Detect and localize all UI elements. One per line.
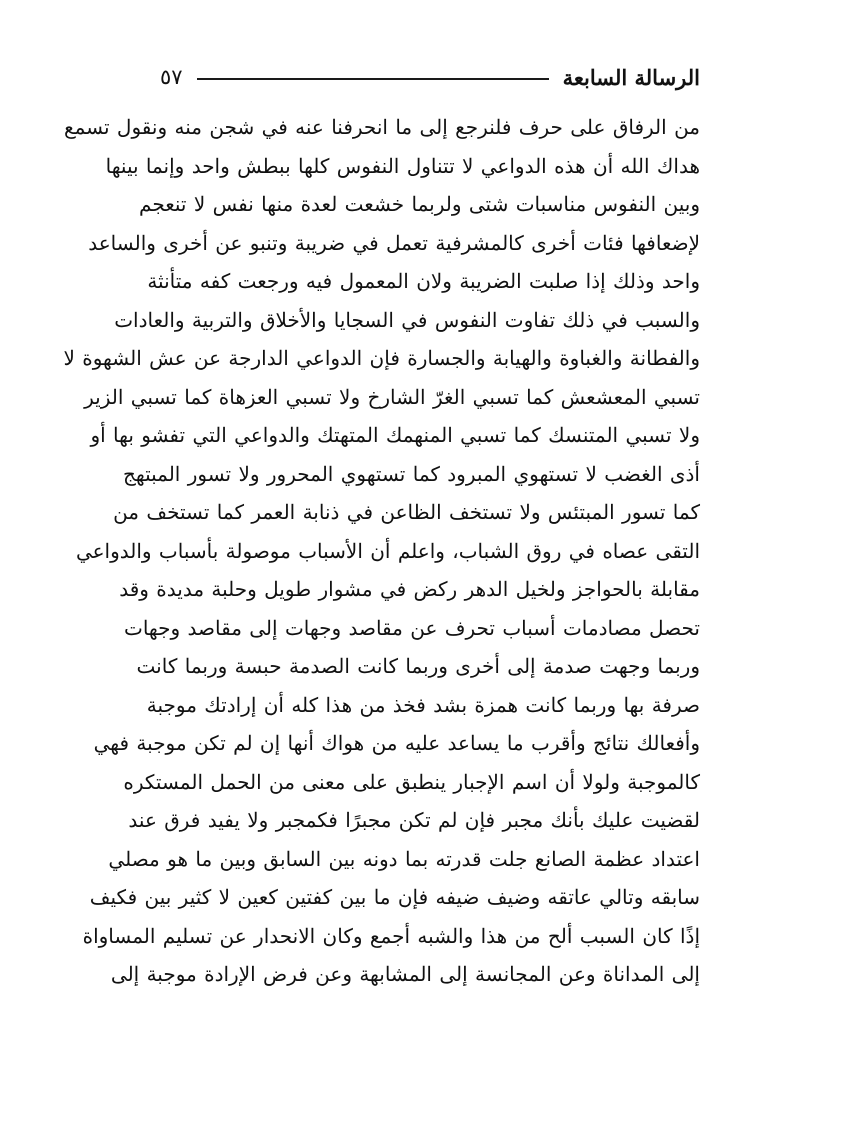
- text-line: إذًا كان السبب ألح من هذا والشبه أجمع وكان الانحدار عن تسليم المساواة: [82, 923, 700, 948]
- book-page: [63, 60, 700, 994]
- header-rule: [197, 78, 549, 80]
- text-line: تحصل مصادمات أسباب تحرف عن مقاصد وجهات إلى مقاصد وجهات: [123, 615, 700, 640]
- running-header: [160, 60, 700, 94]
- page-number: ٥٧: [160, 65, 183, 89]
- body-text: [63, 108, 700, 994]
- text-line: تسبي المعشعش كما تسبي الغرّ الشارخ ولا تسبي العزهاة كما تسبي الزير: [84, 384, 700, 409]
- text-line: وربما وجهت صدمة إلى أخرى وربما كانت الصدمة حبسة وربما كانت: [136, 654, 700, 678]
- text-line: سابقه وتالي عاتقه وضيف ضيفه فإن ما بين كفتين كعين لا كثير بين فكيف: [89, 885, 700, 909]
- text-line: صرفة بها وربما كانت همزة بشد فخذ من هذا كله أن إرادتك موجبة: [146, 692, 700, 717]
- text-line: لإضعافها فئات أخرى كالمشرفية تعمل في ضريبة وتنبو عن أخرى والساعد: [88, 230, 700, 255]
- text-line: لقضيت عليك بأنك مجبر فإن لم تكن مجبرًا فكمجبر ولا يفيد فرق عند: [128, 808, 700, 832]
- text-line: من الرفاق على حرف فلنرجع إلى ما انحرفنا عنه في شجن منه ونقول تسمع: [63, 115, 700, 139]
- text-line: كالموجبة ولولا أن اسم الإجبار ينطبق على معنى من الحمل المستكره: [123, 769, 700, 794]
- text-line: هداك الله أن هذه الدواعي لا تتناول النفوس كلها ببطش واحد وإنما بينها: [105, 153, 700, 178]
- text-line: والسبب في ذلك تفاوت النفوس في السجايا والأخلاق والتربية والعادات: [114, 307, 700, 332]
- text-line: أذى الغضب لا تستهوي المبرود كما تستهوي المحرور ولا تسور المبتهج: [122, 461, 700, 486]
- text-line: إلى المداناة وعن المجانسة إلى المشابهة وعن فرض الإرادة موجبة إلى: [110, 962, 700, 986]
- chapter-title: الرسالة السابعة: [562, 64, 700, 90]
- text-line: التقى عصاه في روق الشباب، واعلم أن الأسباب موصولة بأسباب والدواعي: [75, 538, 700, 563]
- text-line: مقابلة بالحواجز ولخيل الدهر ركض في مشوار طويل وحلبة مديدة وقد: [119, 577, 700, 601]
- text-line: والفطانة والغباوة والهيابة والجسارة فإن الدواعي الدارجة عن عش الشهوة لا: [63, 346, 700, 370]
- text-line: ولا تسبي المتنسك كما تسبي المنهمك المتهتك والدواعي التي تفشو بها أو: [90, 423, 700, 447]
- text-line: كما تسور المبتئس ولا تستخف الظاعن في ذنابة العمر كما تستخف من: [113, 500, 700, 524]
- text-line: اعتداد عظمة الصانع جلت قدرته بما دونه بين السابق وبين ما هو مصلي: [108, 846, 700, 871]
- text-line: واحد وذلك إذا صلبت الضريبة ولان المعمول فيه ورجعت كفه متأنثة: [147, 269, 700, 293]
- text-line: وأفعالك نتائج وأقرب ما يساعد عليه من هواك أنها إن لم تكن موجبة فهي: [93, 731, 700, 755]
- text-line: وبين النفوس مناسبات شتى ولربما خشعت لعدة منها نفس لا تنعجم: [139, 192, 700, 216]
